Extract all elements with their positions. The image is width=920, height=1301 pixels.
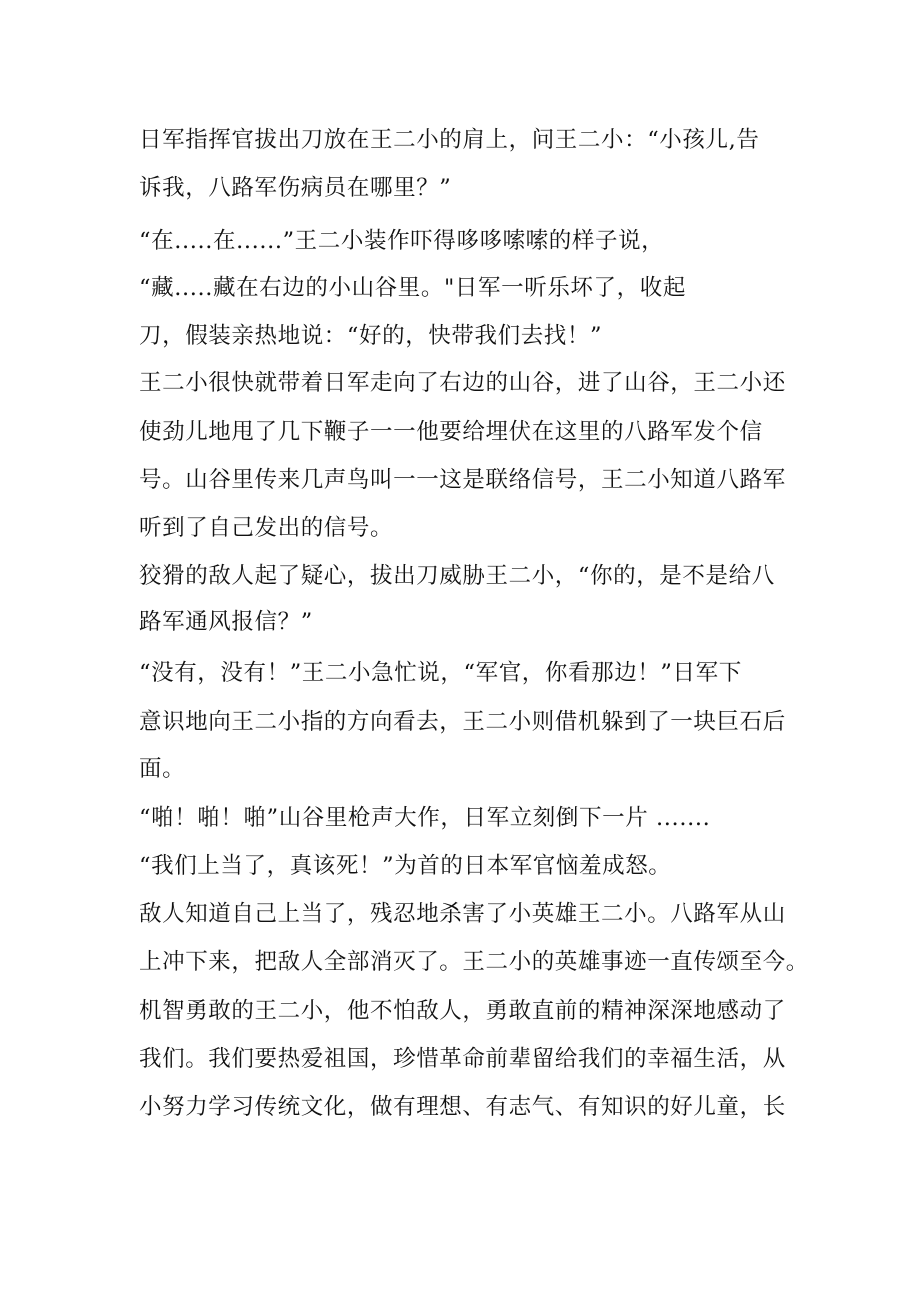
text-line: 王二小很快就带着日军走向了右边的山谷，进了山谷，王二小还 — [139, 370, 786, 396]
text-line: 机智勇敢的王二小，他不怕敌人，勇敢直前的精神深深地感动了 — [139, 998, 786, 1024]
text-line: 刀，假装亲热地说：“好的，快带我们去找！” — [139, 323, 603, 349]
text-line: 诉我，八路军伤病员在哪里？” — [139, 175, 452, 201]
text-line: “藏.....藏在右边的小山谷里。"日军一听乐坏了，收起 — [139, 275, 686, 301]
text-line: 面。 — [139, 756, 186, 782]
text-line: 使劲儿地甩了几下鞭子一一他要给埋伏在这里的八路军发个信 — [139, 419, 763, 445]
text-line: 敌人知道自己上当了，残忍地杀害了小英雄王二小。八路军从山 — [139, 901, 786, 927]
text-line: 路军通风报信？” — [139, 609, 313, 635]
text-line: 我们。我们要热爱祖国，珍惜革命前辈留给我们的幸福生活，从 — [139, 1046, 786, 1072]
text-line: 日军指挥官拔出刀放在王二小的肩上，问王二小：“小孩儿,告 — [139, 127, 760, 153]
text-line: 上冲下来，把敌人全部消灭了。王二小的英雄事迹一直传颂至今。 — [139, 949, 809, 975]
text-line: “在.....在......”王二小装作吓得哆哆嗦嗦的样子说， — [139, 228, 665, 254]
text-line: 狡猾的敌人起了疑心，拔出刀威胁王二小，“你的，是不是给八 — [139, 563, 775, 589]
text-line: 小努力学习传统文化，做有理想、有志气、有知识的好儿童，长 — [139, 1094, 786, 1120]
text-line: “没有，没有！”王二小急忙说，“军官，你看那边！”日军下 — [139, 660, 742, 686]
text-line: 听到了自己发出的信号。 — [139, 515, 394, 541]
text-line: “啪！啪！啪”山谷里枪声大作，日军立刻倒下一片 ....... — [139, 805, 711, 831]
text-line: 意识地向王二小指的方向看去，王二小则借机躲到了一块巨石后 — [139, 709, 786, 735]
text-line: “我们上当了，真该死！”为首的日本军官恼羞成怒。 — [139, 853, 672, 879]
text-line: 号。山谷里传来几声鸟叫一一这是联络信号，王二小知道八路军 — [139, 467, 786, 493]
